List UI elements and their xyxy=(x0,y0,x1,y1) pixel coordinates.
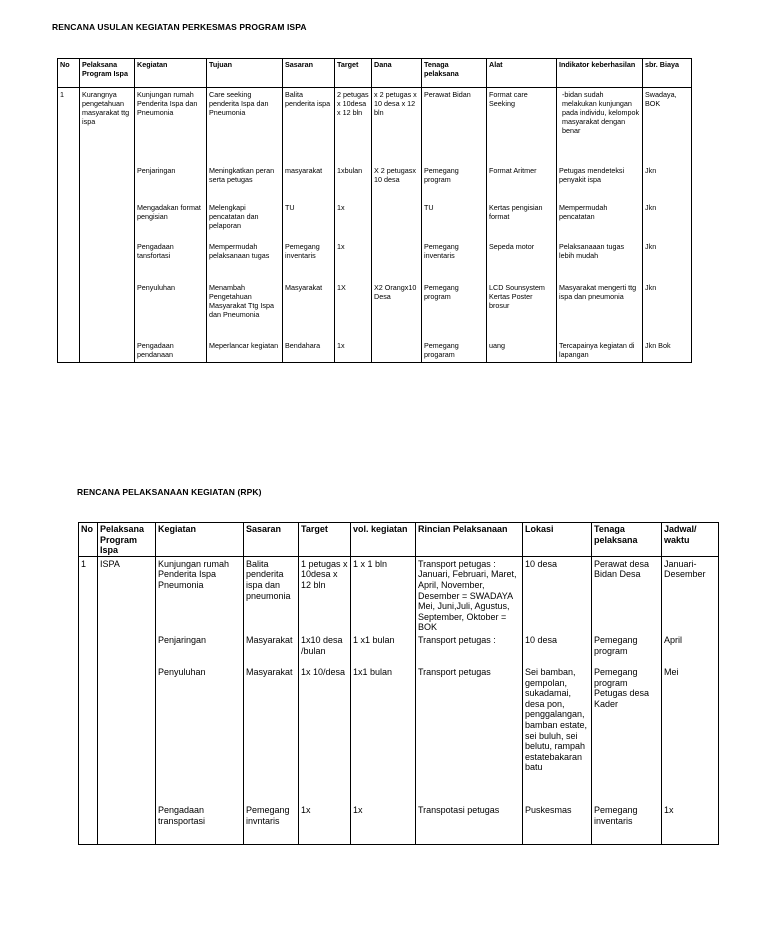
table-cell: TU xyxy=(422,202,487,241)
table-cell: Care seeking penderita Ispa dan Pneumonia xyxy=(207,88,283,165)
table-cell: Meperlancar kegiatan xyxy=(207,340,283,363)
table-cell: Perawat Bidan xyxy=(422,88,487,165)
table-cell: 1x10 desa /bulan xyxy=(299,633,351,665)
table-cell: Transport petugas xyxy=(416,665,523,803)
table-cell: Transport petugas : Januari, Februari, Maret, April, November, Desember = SWADAYA Mei, Juni,Juli, Agustus, September, Oktober = BOK xyxy=(416,556,523,633)
table-cell: Jkn xyxy=(643,241,692,282)
table-cell: 1xbulan xyxy=(335,165,372,202)
table-cell xyxy=(98,665,156,803)
table-cell: April xyxy=(662,633,719,665)
table-cell: X2 Orangx10 Desa xyxy=(372,282,422,340)
table-cell: Bendahara xyxy=(283,340,335,363)
header-cell: Sasaran xyxy=(283,59,335,88)
table-cell: Transport petugas : xyxy=(416,633,523,665)
table-cell xyxy=(372,241,422,282)
table-cell: Swadaya, BOK xyxy=(643,88,692,165)
header-cell: Dana xyxy=(372,59,422,88)
table-cell: Jkn Bok xyxy=(643,340,692,363)
table-cell: Format Aritmer xyxy=(487,165,557,202)
table-header-row xyxy=(79,523,719,557)
header-cell: Alat xyxy=(487,59,557,88)
table-cell xyxy=(58,282,80,340)
table-cell: Kurangnya pengetahuan masyarakat ttg ispa xyxy=(80,88,135,165)
table-cell: Pemegang program xyxy=(592,633,662,665)
header-cell: Target xyxy=(299,523,351,557)
table-cell: Penyuluhan xyxy=(156,665,244,803)
header-cell: Target xyxy=(335,59,372,88)
table-cell: Mengadakan format pengisian xyxy=(135,202,207,241)
table-cell: 1x xyxy=(335,241,372,282)
table-cell xyxy=(79,665,98,803)
table-cell: 10 desa xyxy=(523,633,592,665)
table-cell: Sepeda motor xyxy=(487,241,557,282)
table-cell xyxy=(372,202,422,241)
table-cell xyxy=(58,165,80,202)
doc2-title: RENCANA PELAKSANAAN KEGIATAN (RPK) xyxy=(77,487,262,497)
table-cell: Jkn xyxy=(643,165,692,202)
header-cell: sbr. Biaya xyxy=(643,59,692,88)
header-cell: No xyxy=(79,523,98,557)
table-cell: Tercapainya kegiatan di lapangan xyxy=(557,340,643,363)
table-cell: -bidan sudah melakukan kunjungan pada individu, kelompok masyarakat dengan benar xyxy=(557,88,643,165)
table-cell: 1X xyxy=(335,282,372,340)
table-cell: Masyarakat xyxy=(283,282,335,340)
table-cell xyxy=(80,202,135,241)
table-cell: Meningkatkan peran serta petugas xyxy=(207,165,283,202)
header-cell: No xyxy=(58,59,80,88)
table-cell: ISPA xyxy=(98,556,156,633)
table-cell: Pelaksanaaan tugas lebih mudah xyxy=(557,241,643,282)
table-cell: Penyuluhan xyxy=(135,282,207,340)
table-cell xyxy=(80,165,135,202)
table-cell xyxy=(372,340,422,363)
rpk-table xyxy=(78,522,719,845)
header-cell: Lokasi xyxy=(523,523,592,557)
table-cell: 1x 10/desa xyxy=(299,665,351,803)
table-cell: Mempermudah pelaksanaan tugas xyxy=(207,241,283,282)
table-cell: Penjaringan xyxy=(156,633,244,665)
header-cell: Tujuan xyxy=(207,59,283,88)
table-row xyxy=(58,202,692,241)
table-cell: 1x xyxy=(335,340,372,363)
table-cell: Menambah Pengetahuan Masyarakat Ttg Ispa dan Pneumonia xyxy=(207,282,283,340)
table-cell: 10 desa xyxy=(523,556,592,633)
table-cell xyxy=(80,241,135,282)
table-row xyxy=(79,803,719,845)
table-cell: Pemegang program xyxy=(422,165,487,202)
table-cell: Sei bamban, gempolan, sukadamai, desa pon, penggalangan, bamban estate, sei buluh, sei belutu, rampah estatebakaran batu xyxy=(523,665,592,803)
table-cell: Pemegang invntaris xyxy=(244,803,299,845)
table-cell: Masyarakat xyxy=(244,665,299,803)
table-cell: 1x xyxy=(335,202,372,241)
header-cell: Tenaga pelaksana xyxy=(592,523,662,557)
table-cell: 1x1 bulan xyxy=(351,665,416,803)
table-cell: Kunjungan rumah Penderita Ispa Pneumonia xyxy=(156,556,244,633)
table-cell: Perawat desa Bidan Desa xyxy=(592,556,662,633)
table-cell: Mei xyxy=(662,665,719,803)
header-cell: Kegiatan xyxy=(156,523,244,557)
table-row xyxy=(79,556,719,633)
table-cell: Melengkapi pencatatan dan pelaporan xyxy=(207,202,283,241)
table-cell: Pengadaan transportasi xyxy=(156,803,244,845)
table-row xyxy=(79,665,719,803)
table-cell xyxy=(79,803,98,845)
table-cell: X 2 petugasx 10 desa xyxy=(372,165,422,202)
table-cell: Pemegang inventaris xyxy=(592,803,662,845)
header-cell: Kegiatan xyxy=(135,59,207,88)
header-cell: Pelaksana Program Ispa xyxy=(98,523,156,557)
table-cell: Pengadaan tansfortasi xyxy=(135,241,207,282)
table-cell: TU xyxy=(283,202,335,241)
table-cell: Petugas mendeteksi penyakit ispa xyxy=(557,165,643,202)
table-row xyxy=(58,241,692,282)
table-cell: Jkn xyxy=(643,202,692,241)
header-cell: Tenaga pelaksana xyxy=(422,59,487,88)
table-cell: Masyarakat xyxy=(244,633,299,665)
table-cell: Pemegang program xyxy=(422,282,487,340)
header-cell: Jadwal/ waktu xyxy=(662,523,719,557)
table-cell: 1 petugas x 10desa x 12 bln xyxy=(299,556,351,633)
table-cell: 1 xyxy=(79,556,98,633)
table-cell: 1 x 1 bln xyxy=(351,556,416,633)
table-header-row xyxy=(58,59,692,88)
table-cell: Januari-Desember xyxy=(662,556,719,633)
table-row xyxy=(58,282,692,340)
doc1-title: RENCANA USULAN KEGIATAN PERKESMAS PROGRAM ISPA xyxy=(52,22,307,32)
table-cell: Pemegang inventaris xyxy=(283,241,335,282)
header-cell: Sasaran xyxy=(244,523,299,557)
table-cell: x 2 petugas x 10 desa x 12 bln xyxy=(372,88,422,165)
table-cell xyxy=(80,282,135,340)
header-cell: Indikator keberhasilan xyxy=(557,59,643,88)
table-cell xyxy=(58,241,80,282)
table-cell: Jkn xyxy=(643,282,692,340)
perkesmas-proposal-table xyxy=(57,58,692,363)
table-cell: Masyarakat mengerti ttg ispa dan pneumonia xyxy=(557,282,643,340)
table-cell xyxy=(79,633,98,665)
table-cell: 1 xyxy=(58,88,80,165)
table-cell xyxy=(58,340,80,363)
table-row xyxy=(79,633,719,665)
table-cell: Puskesmas xyxy=(523,803,592,845)
table-cell: 1x xyxy=(662,803,719,845)
table-cell: Pemegang inventaris xyxy=(422,241,487,282)
header-cell: Pelaksana Program Ispa xyxy=(80,59,135,88)
table-cell: 1 x1 bulan xyxy=(351,633,416,665)
table-cell: Balita penderita ispa dan pneumonia xyxy=(244,556,299,633)
table-cell: Balita penderita ispa xyxy=(283,88,335,165)
table-cell: uang xyxy=(487,340,557,363)
table-cell: Mempermudah pencatatan xyxy=(557,202,643,241)
table-cell: LCD Sounsystem Kertas Poster brosur xyxy=(487,282,557,340)
table-cell: Format care Seeking xyxy=(487,88,557,165)
table-cell xyxy=(98,633,156,665)
table-cell: Penjaringan xyxy=(135,165,207,202)
table-cell: Transpotasi petugas xyxy=(416,803,523,845)
header-cell: vol. kegiatan xyxy=(351,523,416,557)
table-cell: masyarakat xyxy=(283,165,335,202)
table-row xyxy=(58,88,692,165)
table-cell: Kertas pengisian format xyxy=(487,202,557,241)
table-cell: 1x xyxy=(351,803,416,845)
table-cell xyxy=(58,202,80,241)
header-cell: Rincian Pelaksanaan xyxy=(416,523,523,557)
table-cell: Pemegang program Petugas desa Kader xyxy=(592,665,662,803)
table-cell: Pengadaan pendanaan xyxy=(135,340,207,363)
table-cell: 1x xyxy=(299,803,351,845)
table-row xyxy=(58,340,692,363)
table-cell: 2 petugas x 10desa x 12 bln xyxy=(335,88,372,165)
table-cell xyxy=(80,340,135,363)
table-cell: Pemegang progaram xyxy=(422,340,487,363)
table-cell: Kunjungan rumah Penderita Ispa dan Pneumonia xyxy=(135,88,207,165)
table-cell xyxy=(98,803,156,845)
table-row xyxy=(58,165,692,202)
